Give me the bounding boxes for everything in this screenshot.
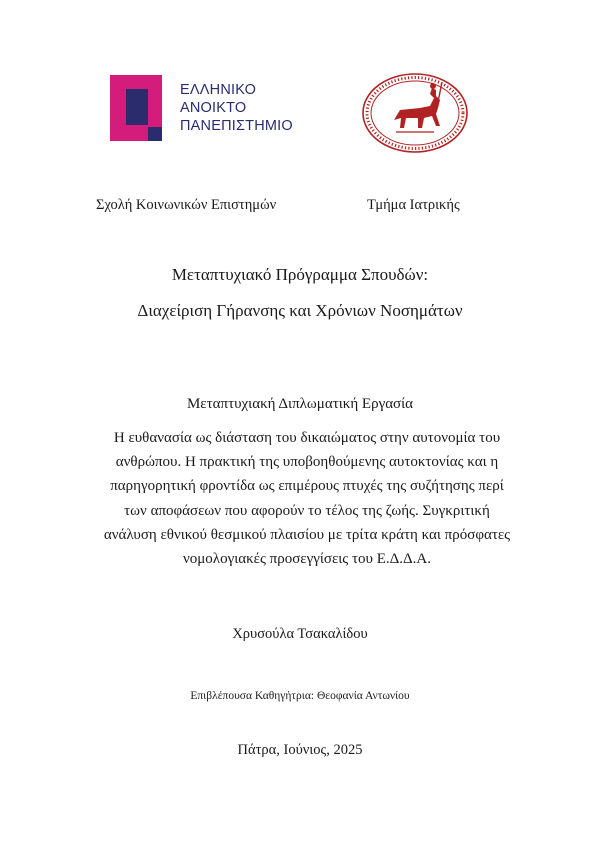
centaur-seal-icon [360, 72, 470, 154]
place-date: Πάτρα, Ιούνιος, 2025 [237, 742, 363, 758]
supervisor: Επιβλέπουσα Καθηγήτρια: Θεοφανία Αντωνίου [190, 690, 410, 702]
program-title-line1: Μεταπτυχιακό Πρόγραμμα Σπουδών: [171, 265, 429, 284]
eap-logo-text [180, 81, 293, 135]
thesis-title-line: νομολογιακές προσεγγίσεις του Ε.Δ.Δ.Α. [182, 551, 431, 568]
thesis-title-line: παρηγορητική φροντίδα ως επιμέρους πτυχές της συζήτησης περί [110, 478, 504, 495]
school-name: Σχολή Κοινωνικών Επιστημών [96, 197, 277, 213]
eap-logo-line: ΠΑΝΕΠΙΣΤΗΜΙΟ [180, 118, 293, 134]
eap-logo-line: ΕΛΛΗΝΙΚΟ [180, 82, 257, 98]
department-name: Τμήμα Ιατρικής [367, 197, 460, 213]
eap-logo [104, 71, 294, 143]
program-title-line2: Διαχείριση Γήρανσης και Χρόνιων Νοσημάτων [137, 301, 463, 320]
thesis-title-line: Η ευθανασία ως διάσταση του δικαιώματος στην αυτονομία του [113, 430, 501, 446]
author-name: Χρυσούλα Τσακαλίδου [232, 626, 368, 642]
thesis-type: Μεταπτυχιακή Διπλωματική Εργασία [186, 396, 414, 412]
thesis-title-line: των αποφάσεων που αφορούν το τέλος της ζωής. Συγκριτική [124, 502, 490, 519]
thesis-title-line: ανθρώπου. Η πρακτική της υποβοηθούμενης αυτοκτονίας και η [115, 454, 499, 471]
university-seal [360, 72, 470, 154]
thesis-title-line: ανάλυση εθνικού θεσμικού πλαισίου με τρίτα κράτη και πρόσφατες [103, 526, 511, 543]
eap-logo-line: ΑΝΟΙΚΤΟ [180, 100, 247, 116]
eap-logo-mark [104, 71, 176, 143]
thesis-title [92, 426, 522, 571]
